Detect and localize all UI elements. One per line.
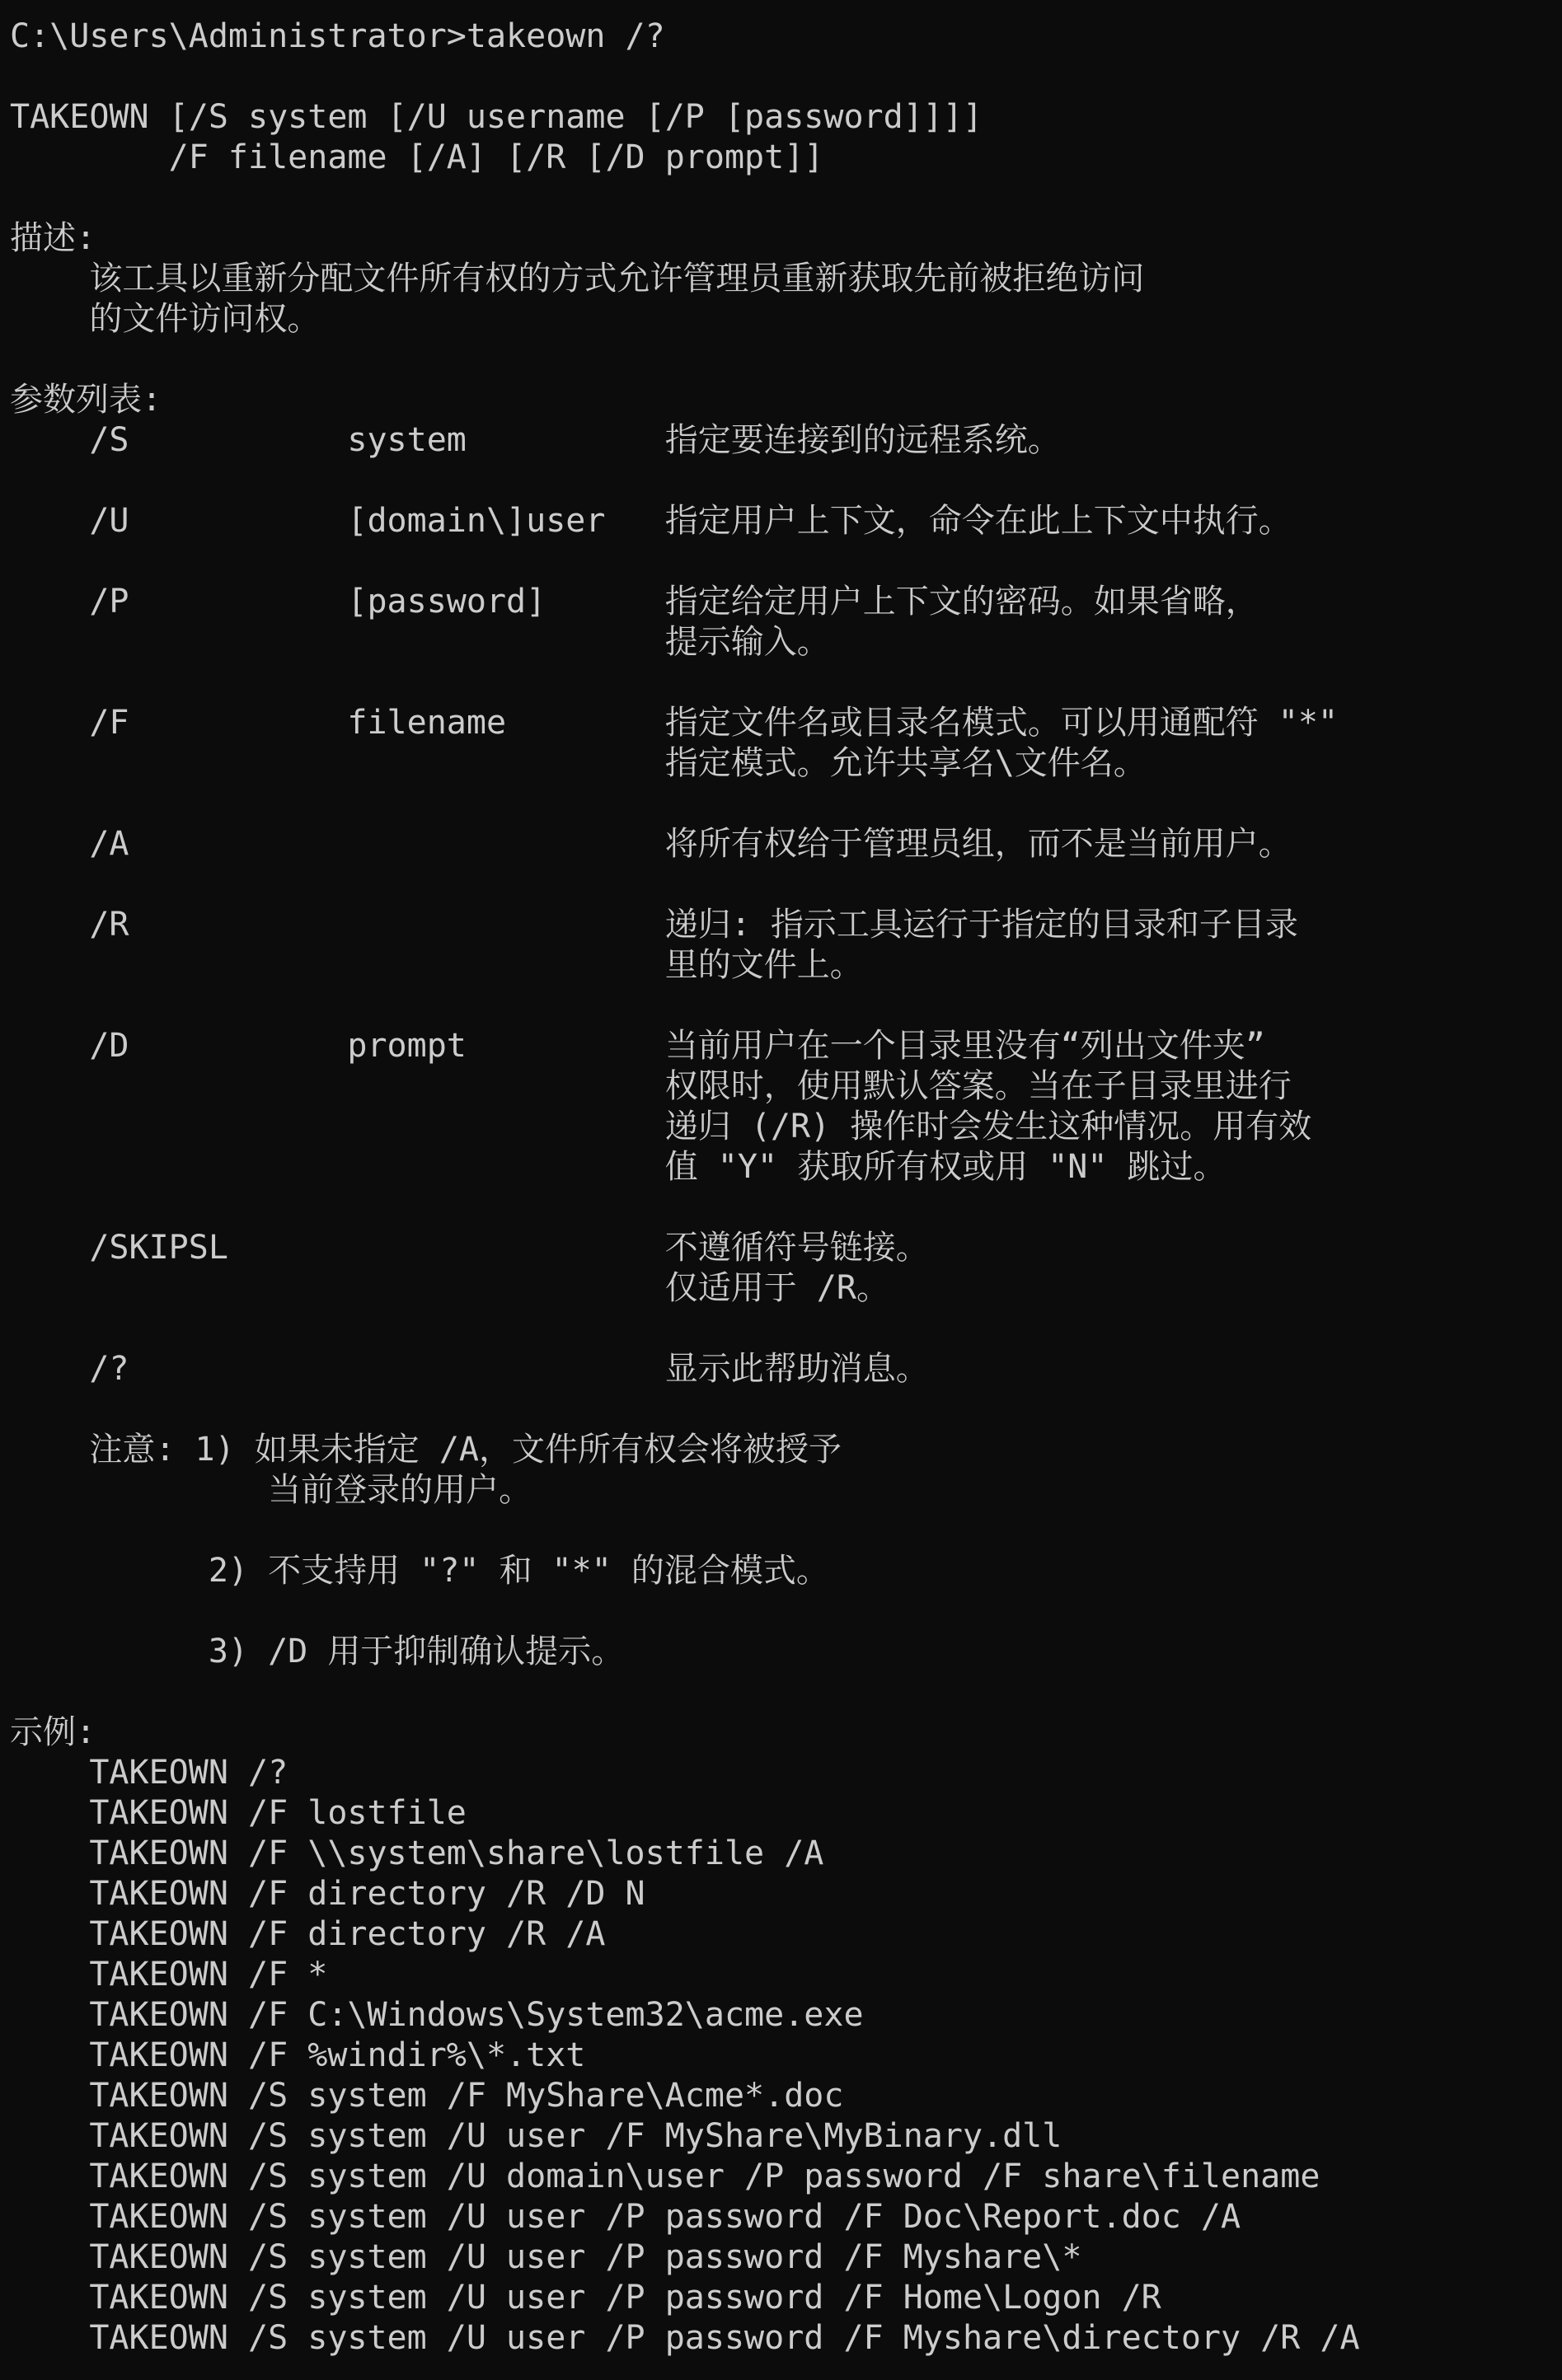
example-line: TAKEOWN /? (10, 1754, 288, 1792)
usage-line: /F filename [/A] [/R [/D prompt]] (10, 138, 824, 176)
description-line: 该工具以重新分配文件所有权的方式允许管理员重新获取先前被拒绝访问 (10, 260, 1145, 298)
example-line: TAKEOWN /F directory /R /A (10, 1915, 606, 1953)
param-line: /A 将所有权给于管理员组，而不是当前用户。 (10, 825, 1292, 863)
blank-line (10, 541, 1562, 582)
section-heading: 示例: (10, 1713, 96, 1751)
blank-line (10, 1672, 1562, 1712)
blank-line (10, 1309, 1562, 1349)
example-line: TAKEOWN /S system /U user /P password /F Myshare\directory /R /A (10, 2319, 1360, 2357)
example-line: TAKEOWN /F lostfile (10, 1794, 467, 1832)
example-line: TAKEOWN /S system /U user /P password /F Doc\Report.doc /A (10, 2198, 1241, 2236)
blank-line (10, 864, 1562, 905)
param-line: 权限时，使用默认答案。当在子目录里进行 (10, 1067, 1292, 1105)
param-line: /U [domain\]user 指定用户上下文，命令在此上下文中执行。 (10, 502, 1292, 540)
description-line: 的文件访问权。 (10, 300, 321, 338)
note-line: 注意: 1) 如果未指定 /A，文件所有权会将被授予 (10, 1431, 842, 1469)
param-line: /F filename 指定文件名或目录名模式。可以用通配符 "*" (10, 704, 1339, 742)
param-line: 提示输入。 (10, 623, 830, 661)
blank-line (10, 57, 1562, 97)
prompt-line: C:\Users\Administrator>takeown /? (10, 17, 665, 55)
blank-line (10, 1511, 1562, 1551)
example-line: TAKEOWN /F \\system\share\lostfile /A (10, 1834, 824, 1872)
blank-line (10, 1188, 1562, 1228)
example-line: TAKEOWN /F C:\Windows\System32\acme.exe (10, 1996, 864, 2034)
blank-line (10, 784, 1562, 824)
blank-line (10, 461, 1562, 501)
blank-line (10, 340, 1562, 380)
example-line: TAKEOWN /F %windir%\*.txt (10, 2036, 586, 2074)
blank-line (10, 1389, 1562, 1430)
example-line: TAKEOWN /S system /U user /F MyShare\MyBinary.dll (10, 2117, 1062, 2155)
param-line: /S system 指定要连接到的远程系统。 (10, 421, 1061, 459)
param-line: /SKIPSL 不遵循符号链接。 (10, 1229, 929, 1267)
blank-line (10, 986, 1562, 1026)
blank-line (10, 178, 1562, 218)
param-line: 仅适用于 /R。 (10, 1269, 889, 1307)
blank-line (10, 1591, 1562, 1632)
param-line: 递归 (/R) 操作时会发生这种情况。用有效 (10, 1108, 1312, 1145)
param-line: /D prompt 当前用户在一个目录里没有“列出文件夹” (10, 1027, 1265, 1065)
example-line: TAKEOWN /S system /F MyShare\Acme*.doc (10, 2077, 844, 2115)
param-line: /P [password] 指定给定用户上下文的密码。如果省略， (10, 583, 1259, 621)
example-line: TAKEOWN /S system /U user /P password /F Home\Logon /R (10, 2279, 1161, 2317)
param-line: 值 "Y" 获取所有权或用 "N" 跳过。 (10, 1148, 1227, 1186)
note-line: 3) /D 用于抑制确认提示。 (10, 1633, 625, 1670)
example-line: TAKEOWN /F directory /R /D N (10, 1875, 645, 1913)
note-line: 2) 不支持用 "?" 和 "*" 的混合模式。 (10, 1552, 829, 1590)
section-heading: 描述: (10, 219, 96, 257)
section-heading: 参数列表: (10, 381, 162, 419)
usage-line: TAKEOWN [/S system [/U username [/P [password]]]] (10, 98, 983, 136)
example-line: TAKEOWN /S system /U user /P password /F Myshare\* (10, 2238, 1082, 2276)
note-line: 当前登录的用户。 (10, 1471, 532, 1509)
param-line: 里的文件上。 (10, 946, 863, 984)
blank-line (10, 663, 1562, 703)
param-line: /? 显示此帮助消息。 (10, 1350, 929, 1388)
example-line: TAKEOWN /S system /U domain\user /P password /F share\filename (10, 2157, 1320, 2195)
param-line: /R 递归: 指示工具运行于指定的目录和子目录 (10, 906, 1298, 944)
example-line: TAKEOWN /F * (10, 1956, 328, 1993)
param-line: 指定模式。允许共享名\文件名。 (10, 744, 1147, 782)
